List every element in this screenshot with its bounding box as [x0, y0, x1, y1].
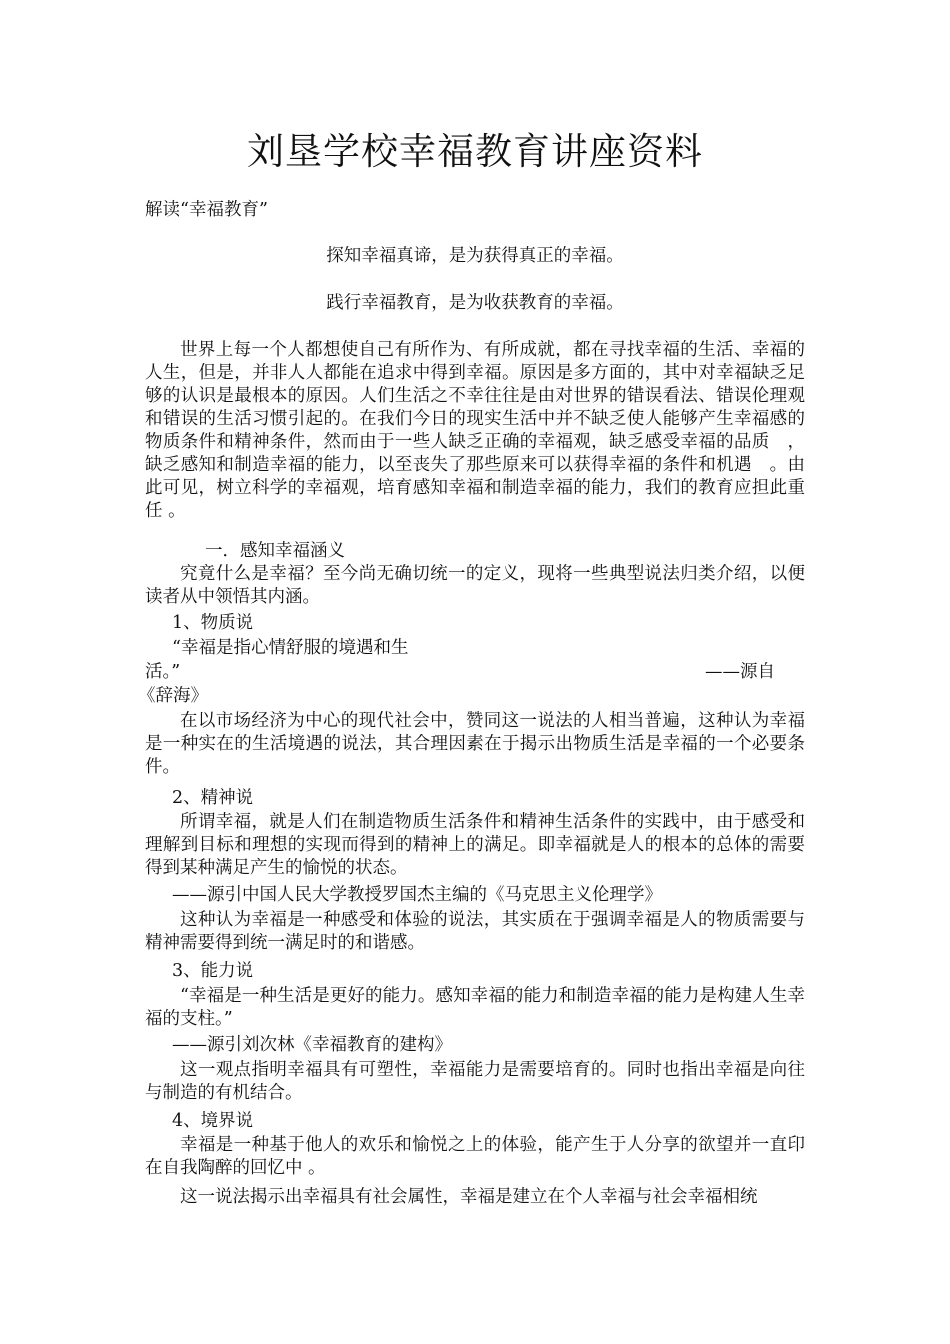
- item-2-heading: 2、精神说: [172, 788, 254, 808]
- item-1-commentary: 在以市场经济为中心的现代社会中，赞同这一说法的人相当普遍，这种认为幸福是一种实在的生活境遇的说法，其合理因素在于揭示出物质生活是幸福的一个必要条件。: [145, 711, 805, 777]
- section-1-intro: 究竟什么是幸福？至今尚无确切统一的定义，现将一些典型说法归类介绍，以便读者从中领悟其内涵。: [145, 564, 805, 607]
- item-3-commentary: 这一观点指明幸福具有可塑性，幸福能力是需要培育的。同时也指出幸福是向往与制造的有机结合。: [145, 1060, 805, 1103]
- item-4-commentary: 这一说法揭示出幸福具有社会属性，幸福是建立在个人幸福与社会幸福相统: [180, 1187, 758, 1207]
- item-2-text: 所谓幸福，就是人们在制造物质生活条件和精神生活条件的实践中，由于感受和理解到目标和理想的实现而得到的精神上的满足。即幸福就是人的根本的总体的需要得到某种满足产生的愉悦的状态。: [145, 812, 805, 878]
- item-4-text: 幸福是一种基于他人的欢乐和愉悦之上的体验，能产生于人分享的欲望并一直印在自我陶醉的回忆中 。: [145, 1135, 805, 1178]
- item-3-quote: “幸福是一种生活是更好的能力。感知幸福的能力和制造幸福的能力是构建人生幸福的支柱。”: [145, 986, 805, 1029]
- intro-paragraph: 世界上每一个人都想使自己有所作为、有所成就，都在寻找幸福的生活、幸福的人生，但是，并非人人都能在追求中得到幸福。原因是多方面的，其中对幸福缺乏足够的认识是最根本的原因。人们生活之不幸往往是由对世界的错误看法、错误伦理观和错误的生活习惯引起的。在我们今日的现实生活中并不缺乏使人能够产生幸福感的物质条件和精神条件，然而由于一些人缺乏正确的幸福观，缺乏感受幸福的品质 ，缺乏感知和制造幸福的能力，以至丧失了那些原来可以获得幸福的条件和机遇 。由此可见，树立科学的幸福观，培育感知幸福和制造幸福的能力，我们的教育应担此重任 。: [145, 340, 805, 521]
- item-1-quote-line-2: 活。”: [145, 662, 181, 682]
- document-title: 刘垦学校幸福教育讲座资料: [247, 130, 703, 173]
- item-1-quote-line-1: “幸福是指心情舒服的境遇和生: [172, 638, 409, 658]
- item-3-heading: 3、能力说: [172, 961, 254, 981]
- item-1-source-dash: ——源自: [705, 662, 775, 682]
- motto-line-2: 践行幸福教育，是为收获教育的幸福。: [326, 293, 624, 313]
- item-2-commentary: 这种认为幸福是一种感受和体验的说法，其实质在于强调幸福是人的物质需要与精神需要得到统一满足时的和谐感。: [145, 910, 805, 953]
- item-3-source: ——源引刘次林《幸福教育的建构》: [172, 1035, 452, 1055]
- motto-line-1: 探知幸福真谛，是为获得真正的幸福。: [326, 246, 624, 266]
- section-1-heading: 一．感知幸福涵义: [205, 541, 345, 561]
- item-2-source: ——源引中国人民大学教授罗国杰主编的《马克思主义伦理学》: [172, 885, 662, 905]
- item-1-heading: 1、物质说: [172, 613, 254, 633]
- item-1-source-book: 《辞海》: [138, 686, 208, 706]
- document-subtitle: 解读“幸福教育”: [145, 200, 268, 220]
- item-4-heading: 4、境界说: [172, 1111, 254, 1131]
